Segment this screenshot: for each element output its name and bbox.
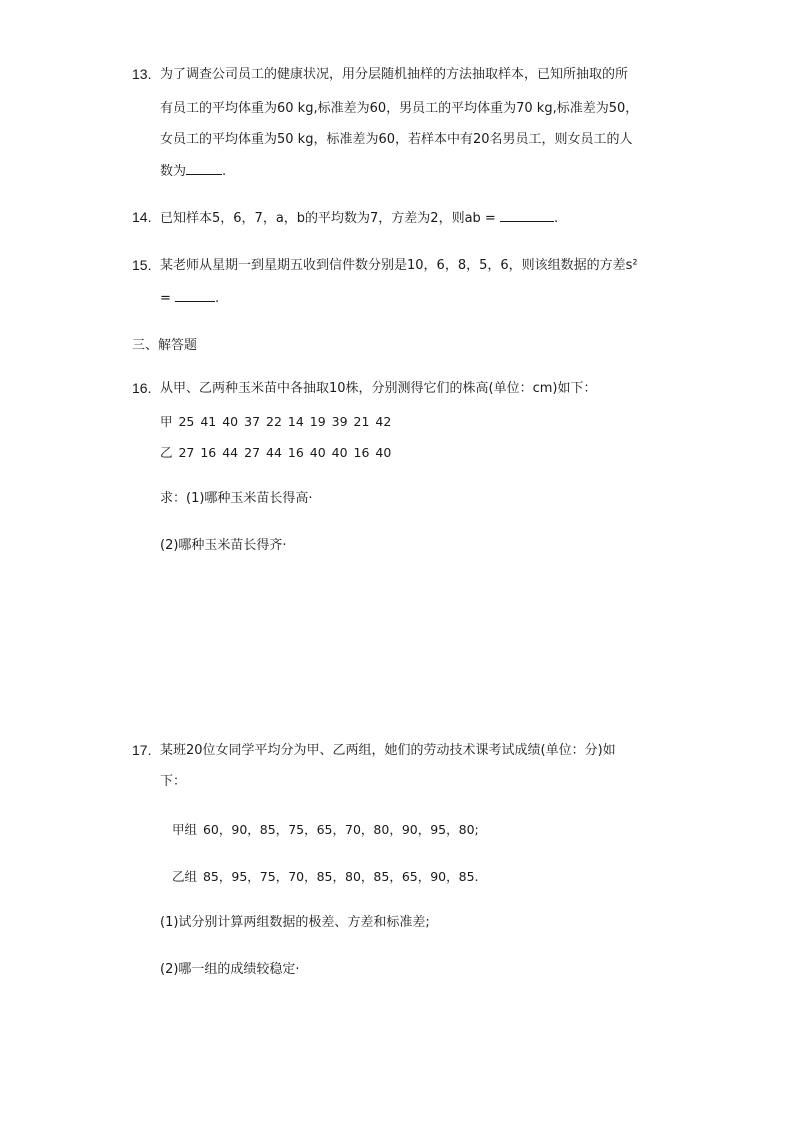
q14-stem: 已知样本5，6，7，a，b的平均数为7，方差为2，则ab = (160, 211, 496, 226)
q17-text-line-2: 下： (160, 774, 187, 789)
q13-text-line-4 (160, 162, 226, 181)
q14-end: . (553, 211, 559, 226)
q16-intro: 从甲、乙两种玉米苗中各抽取10株，分别测得它们的株高(单位：cm)如下： (160, 381, 597, 396)
q15-end: . (215, 291, 220, 306)
q16-ask-2: (2)哪种玉米苗长得齐· (160, 538, 287, 553)
q13-answer-blank (186, 162, 222, 175)
q13-line-4-end: . (222, 164, 227, 179)
q15-answer-blank (175, 289, 215, 302)
question-number-14: 14. (132, 209, 152, 225)
q15-text-line-1: 某老师从星期一到星期五收到信件数分别是10，6，8，5，6，则该组数据的方差s² (160, 258, 638, 273)
q13-line-4-lead: 数为 (160, 164, 187, 179)
question-number-17: 17. (132, 742, 152, 758)
q15-text-line-2 (160, 289, 219, 308)
q17-ask-2: (2)哪一组的成绩较稳定· (160, 962, 300, 977)
q15-equals: = (160, 291, 171, 306)
question-number-16: 16. (132, 380, 152, 396)
q17-text-line-1: 某班20位女同学平均分为甲、乙两组，她们的劳动技术课考试成绩(单位：分)如 (160, 743, 616, 758)
q14-text (160, 209, 558, 228)
q13-text-line-2: 有员工的平均体重为60 kg,标准差为60，男员工的平均体重为70 kg,标准差为50， (160, 101, 639, 116)
q13-text-line-3: 女员工的平均体重为50 kg，标准差为60，若样本中有20名男员工，则女员工的人 (160, 132, 633, 147)
section-title-solutions: 三、解答题 (132, 338, 198, 353)
question-number-15: 15. (132, 257, 152, 273)
q16-data-row-yi: 乙 27 16 44 27 44 16 40 40 16 40 (160, 445, 392, 460)
q13-text-line-1: 为了调查公司员工的健康状况，用分层随机抽样的方法抽取样本，已知所抽取的所 (160, 67, 629, 82)
q16-data-row-jia: 甲 25 41 40 37 22 14 19 39 21 42 (160, 414, 392, 429)
q14-answer-blank (500, 209, 554, 222)
question-number-13: 13. (132, 66, 152, 82)
q16-ask-1: 求：(1)哪种玉米苗长得高· (160, 491, 313, 506)
q17-group-yi-scores: 乙组 85，95，75，70，85，80，85，65，90，85. (172, 869, 479, 884)
q17-group-jia-scores: 甲组 60，90，85，75，65，70，80，90，95，80; (172, 822, 479, 837)
q17-ask-1: (1)试分别计算两组数据的极差、方差和标准差; (160, 915, 430, 930)
